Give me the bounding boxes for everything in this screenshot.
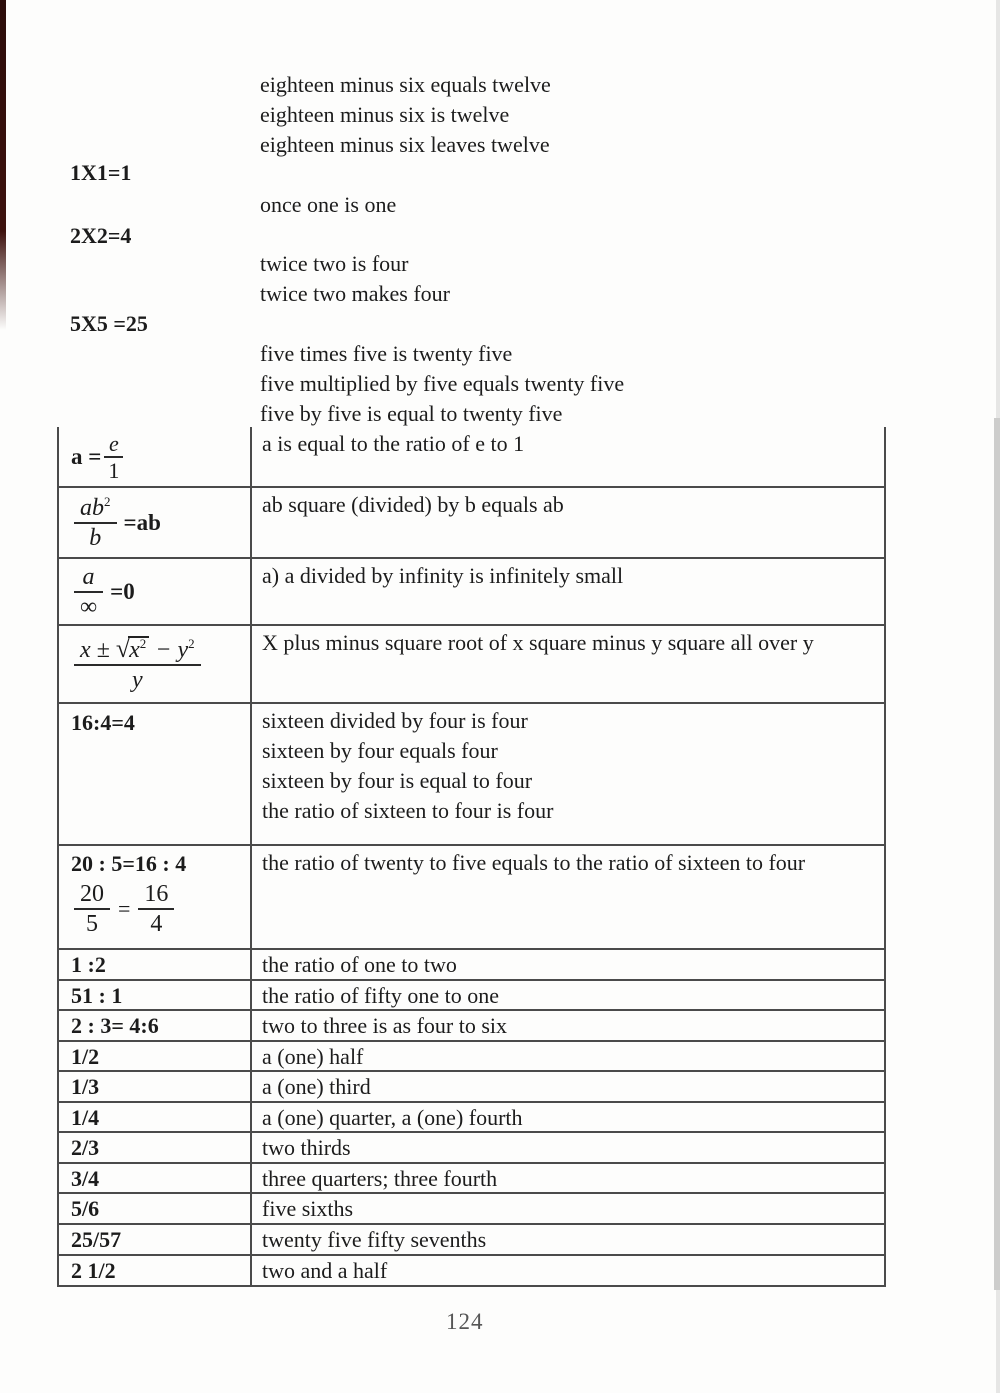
equation-label: 1X1=1 [70, 160, 132, 185]
superscript: 2 [104, 493, 111, 509]
phrase-line: eighteen minus six equals twelve [260, 72, 551, 97]
description-cell: two thirds [262, 1135, 351, 1160]
description-cell [252, 427, 884, 486]
radicand: $x^2$ [128, 636, 149, 662]
formula-cell [59, 427, 252, 486]
fraction: $\frac{20}{5}$ [74, 880, 110, 938]
formula-text: 20 : 5=16 : 4 [71, 851, 187, 876]
formula-cell: 2 : 3= 4:6 [59, 1011, 252, 1040]
formula-cell [59, 559, 252, 624]
description-cell: a (one) half [262, 1044, 364, 1069]
description-line: sixteen by four is equal to four [262, 768, 533, 793]
table-row [59, 1164, 884, 1194]
equation-label: 5X5 =25 [70, 311, 148, 336]
phrase-line: eighteen minus six leaves twelve [260, 132, 550, 157]
table-row [59, 488, 884, 559]
formula-cell: 25/57 [59, 1225, 252, 1254]
description-cell: the ratio of one to two [262, 952, 457, 977]
scan-artifact-left-bar [0, 0, 6, 330]
formula-cell: 3/4 [59, 1164, 252, 1192]
radical-sign: √ [115, 633, 131, 663]
table-row [59, 1225, 884, 1256]
formula-cell [59, 846, 252, 948]
description-cell: the ratio of fifty one to one [262, 983, 500, 1008]
description-cell: five sixths [262, 1196, 354, 1221]
phrase-line: twice two is four [260, 251, 409, 276]
equation-label: 2X2=4 [70, 223, 132, 248]
scan-artifact-right-edge-dark [994, 418, 1000, 1290]
phrase-line: twice two makes four [260, 281, 450, 306]
description-line: a) a divided by infinity is infinitely small [262, 563, 624, 588]
table-row [59, 950, 884, 981]
formula-result: =0 [110, 578, 135, 604]
description-line: X plus minus square root of x square minus y square all over y [262, 630, 814, 655]
description-cell [252, 626, 884, 702]
equals-sign: = [118, 896, 131, 921]
description-line: sixteen divided by four is four [262, 708, 528, 733]
formula-cell: 5/6 [59, 1194, 252, 1223]
formula-cell: 2/3 [59, 1133, 252, 1162]
formula-table [57, 427, 886, 1287]
table-row [59, 981, 884, 1011]
fraction: $\frac{x \pm √x^2 - y^2}{y}$ [74, 635, 201, 694]
phrase-line: five times five is twenty five [260, 341, 513, 366]
description-cell: a (one) third [262, 1074, 371, 1099]
description-cell [252, 559, 884, 624]
formula-cell: 1 :2 [59, 950, 252, 979]
fraction: $\frac{a}{\infty}$ [74, 563, 103, 621]
table-row [59, 1194, 884, 1225]
fraction: $\frac{16}{4}$ [138, 880, 174, 938]
table-row [59, 704, 884, 846]
fraction: $\frac{e}{1}$ [104, 431, 123, 483]
formula-cell: 2 1/2 [59, 1256, 252, 1285]
formula-cell: 1/4 [59, 1103, 252, 1131]
description-cell [252, 704, 884, 844]
table-row [59, 846, 884, 950]
table-row [59, 1042, 884, 1072]
formula-text: 16:4=4 [71, 710, 135, 735]
superscript: 2 [139, 635, 147, 651]
phrase-line: five by five is equal to twenty five [260, 401, 563, 426]
formula-cell: 1/2 [59, 1042, 252, 1070]
table-row [59, 559, 884, 626]
proportion-fractions [71, 880, 250, 938]
phrase-line: five multiplied by five equals twenty five [260, 371, 625, 396]
formula-cell [59, 488, 252, 557]
description-line: ab square (divided) by b equals ab [262, 492, 564, 517]
superscript: 2 [188, 635, 195, 651]
table-row [59, 1256, 884, 1287]
description-cell: three quarters; three fourth [262, 1166, 498, 1191]
description-cell [252, 846, 884, 948]
formula-cell [59, 626, 252, 702]
table-row [59, 626, 884, 704]
description-line: sixteen by four equals four [262, 738, 498, 763]
description-line: the ratio of sixteen to four is four [262, 798, 554, 823]
description-cell: two and a half [262, 1258, 388, 1283]
fraction: $\frac{ab^2}{b}$ [74, 494, 117, 552]
table-row [59, 1011, 884, 1042]
phrase-line: eighteen minus six is twelve [260, 102, 510, 127]
page-number: 124 [446, 1309, 484, 1334]
description-cell: a (one) quarter, a (one) fourth [262, 1105, 523, 1130]
formula-cell: 51 : 1 [59, 981, 252, 1009]
phrase-line: once one is one [260, 192, 397, 217]
infinity-symbol: ∞ [74, 591, 103, 621]
description-cell: twenty five fifty sevenths [262, 1227, 487, 1252]
formula-cell [59, 704, 252, 844]
formula-result: =ab [123, 509, 161, 535]
formula-cell: 1/3 [59, 1072, 252, 1101]
table-row [59, 427, 884, 488]
formula-prefix: a = [71, 443, 102, 469]
description-line: the ratio of twenty to five equals to the ratio of sixteen to four [262, 850, 806, 875]
table-row [59, 1133, 884, 1164]
table-row [59, 1103, 884, 1133]
table-row [59, 1072, 884, 1103]
description-cell [252, 488, 884, 557]
description-cell: two to three is as four to six [262, 1013, 508, 1038]
description-line: a is equal to the ratio of e to 1 [262, 431, 525, 456]
